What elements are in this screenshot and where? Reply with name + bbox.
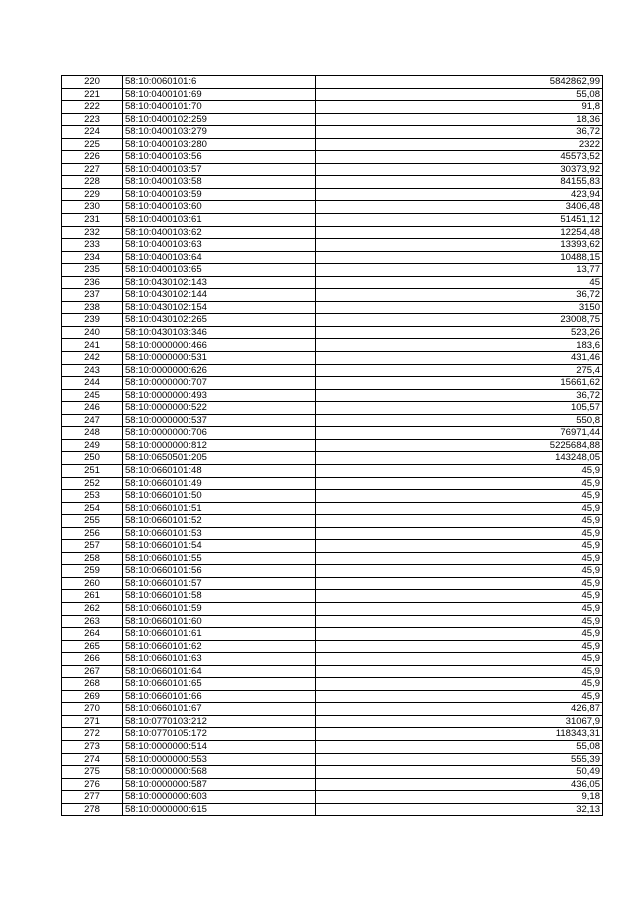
value-cell: 76971,44 (316, 427, 603, 440)
value-cell: 18,36 (316, 113, 603, 126)
cadastral-number-cell: 58:10:0430102:265 (123, 314, 316, 327)
row-number-cell: 276 (62, 778, 123, 791)
table-row (62, 427, 603, 440)
row-number-cell: 264 (62, 628, 123, 641)
cadastral-number-cell: 58:10:0000000:603 (123, 791, 316, 804)
cadastral-number-cell: 58:10:0400102:259 (123, 113, 316, 126)
value-cell: 9,18 (316, 791, 603, 804)
cadastral-number-cell: 58:10:0400103:65 (123, 264, 316, 277)
row-number-cell: 249 (62, 439, 123, 452)
table-row (62, 314, 603, 327)
cadastral-number-cell: 58:10:0660101:50 (123, 490, 316, 503)
table-row (62, 326, 603, 339)
row-number-cell: 256 (62, 527, 123, 540)
table-row (62, 490, 603, 503)
table-row (62, 728, 603, 741)
table-row (62, 176, 603, 189)
table-row (62, 138, 603, 151)
row-number-cell: 267 (62, 665, 123, 678)
value-cell: 45,9 (316, 678, 603, 691)
table-row (62, 803, 603, 816)
table-row (62, 665, 603, 678)
cadastral-number-cell: 58:10:0400103:60 (123, 201, 316, 214)
table-row (62, 540, 603, 553)
table-row (62, 264, 603, 277)
cadastral-number-cell: 58:10:0660101:61 (123, 628, 316, 641)
row-number-cell: 226 (62, 151, 123, 164)
row-number-cell: 259 (62, 565, 123, 578)
value-cell: 45,9 (316, 602, 603, 615)
value-cell: 523,26 (316, 326, 603, 339)
row-number-cell: 265 (62, 640, 123, 653)
cadastral-number-cell: 58:10:0770105:172 (123, 728, 316, 741)
value-cell: 55,08 (316, 740, 603, 753)
table-row (62, 389, 603, 402)
row-number-cell: 239 (62, 314, 123, 327)
cadastral-number-cell: 58:10:0400103:59 (123, 188, 316, 201)
value-cell: 45,9 (316, 615, 603, 628)
table-row (62, 201, 603, 214)
cadastral-number-cell: 58:10:0400103:57 (123, 163, 316, 176)
cadastral-number-cell: 58:10:0000000:626 (123, 364, 316, 377)
row-number-cell: 238 (62, 301, 123, 314)
value-cell: 36,72 (316, 289, 603, 302)
table-body (62, 76, 603, 816)
table-row (62, 502, 603, 515)
cadastral-number-cell: 58:10:0660101:51 (123, 502, 316, 515)
value-cell: 55,08 (316, 88, 603, 101)
table-row (62, 352, 603, 365)
row-number-cell: 272 (62, 728, 123, 741)
row-number-cell: 257 (62, 540, 123, 553)
cadastral-number-cell: 58:10:0660101:63 (123, 653, 316, 666)
row-number-cell: 224 (62, 126, 123, 139)
row-number-cell: 245 (62, 389, 123, 402)
cadastral-number-cell: 58:10:0660101:60 (123, 615, 316, 628)
value-cell: 45,9 (316, 477, 603, 490)
cadastral-number-cell: 58:10:0400101:69 (123, 88, 316, 101)
cadastral-number-cell: 58:10:0650501:205 (123, 452, 316, 465)
row-number-cell: 253 (62, 490, 123, 503)
table-row (62, 628, 603, 641)
row-number-cell: 250 (62, 452, 123, 465)
cadastral-number-cell: 58:10:0430102:144 (123, 289, 316, 302)
cadastral-number-cell: 58:10:0660101:66 (123, 690, 316, 703)
value-cell: 51451,12 (316, 214, 603, 227)
row-number-cell: 270 (62, 703, 123, 716)
cadastral-number-cell: 58:10:0400103:63 (123, 239, 316, 252)
row-number-cell: 227 (62, 163, 123, 176)
cadastral-number-cell: 58:10:0430102:143 (123, 276, 316, 289)
table-row (62, 791, 603, 804)
table-row (62, 276, 603, 289)
table-row (62, 163, 603, 176)
value-cell: 426,87 (316, 703, 603, 716)
table-row (62, 602, 603, 615)
value-cell: 183,6 (316, 339, 603, 352)
table-row (62, 414, 603, 427)
row-number-cell: 229 (62, 188, 123, 201)
row-number-cell: 244 (62, 377, 123, 390)
table-row (62, 615, 603, 628)
table-row (62, 690, 603, 703)
cadastral-number-cell: 58:10:0660101:65 (123, 678, 316, 691)
cadastral-number-cell: 58:10:0400103:280 (123, 138, 316, 151)
table-row (62, 339, 603, 352)
cadastral-number-cell: 58:10:0000000:553 (123, 753, 316, 766)
row-number-cell: 225 (62, 138, 123, 151)
value-cell: 3406,48 (316, 201, 603, 214)
value-cell: 45,9 (316, 515, 603, 528)
table-row (62, 377, 603, 390)
row-number-cell: 251 (62, 464, 123, 477)
row-number-cell: 263 (62, 615, 123, 628)
table-row (62, 402, 603, 415)
value-cell: 5842862,99 (316, 76, 603, 89)
row-number-cell: 262 (62, 602, 123, 615)
row-number-cell: 231 (62, 214, 123, 227)
value-cell: 31067,9 (316, 715, 603, 728)
cadastral-number-cell: 58:10:0400103:61 (123, 214, 316, 227)
cadastral-number-cell: 58:10:0000000:615 (123, 803, 316, 816)
cadastral-number-cell: 58:10:0770103:212 (123, 715, 316, 728)
value-cell: 45,9 (316, 502, 603, 515)
row-number-cell: 220 (62, 76, 123, 89)
value-cell: 45,9 (316, 590, 603, 603)
cadastral-number-cell: 58:10:0400103:58 (123, 176, 316, 189)
cadastral-number-cell: 58:10:0660101:52 (123, 515, 316, 528)
row-number-cell: 221 (62, 88, 123, 101)
value-cell: 118343,31 (316, 728, 603, 741)
table-row (62, 715, 603, 728)
row-number-cell: 261 (62, 590, 123, 603)
table-row (62, 301, 603, 314)
row-number-cell: 269 (62, 690, 123, 703)
row-number-cell: 277 (62, 791, 123, 804)
cadastral-number-cell: 58:10:0660101:56 (123, 565, 316, 578)
table-row (62, 289, 603, 302)
table-row (62, 703, 603, 716)
table-row (62, 640, 603, 653)
cadastral-number-cell: 58:10:0060101:6 (123, 76, 316, 89)
value-cell: 45,9 (316, 490, 603, 503)
cadastral-number-cell: 58:10:0660101:57 (123, 577, 316, 590)
value-cell: 45,9 (316, 464, 603, 477)
row-number-cell: 228 (62, 176, 123, 189)
row-number-cell: 234 (62, 251, 123, 264)
value-cell: 45,9 (316, 628, 603, 641)
cadastral-number-cell: 58:10:0430103:346 (123, 326, 316, 339)
row-number-cell: 278 (62, 803, 123, 816)
table-row (62, 678, 603, 691)
cadastral-number-cell: 58:10:0400101:70 (123, 101, 316, 114)
value-cell: 45,9 (316, 690, 603, 703)
cadastral-number-cell: 58:10:0000000:531 (123, 352, 316, 365)
table-row (62, 126, 603, 139)
value-cell: 36,72 (316, 126, 603, 139)
cadastral-number-cell: 58:10:0000000:707 (123, 377, 316, 390)
table-row (62, 766, 603, 779)
value-cell: 436,05 (316, 778, 603, 791)
row-number-cell: 236 (62, 276, 123, 289)
table-row (62, 88, 603, 101)
table-row (62, 527, 603, 540)
table-row (62, 552, 603, 565)
value-cell: 143248,05 (316, 452, 603, 465)
value-cell: 45,9 (316, 665, 603, 678)
cadastral-number-cell: 58:10:0400103:56 (123, 151, 316, 164)
cadastral-number-cell: 58:10:0660101:62 (123, 640, 316, 653)
cadastral-number-cell: 58:10:0660101:49 (123, 477, 316, 490)
row-number-cell: 223 (62, 113, 123, 126)
cadastral-number-cell: 58:10:0000000:514 (123, 740, 316, 753)
value-cell: 275,4 (316, 364, 603, 377)
value-cell: 23008,75 (316, 314, 603, 327)
value-cell: 45,9 (316, 540, 603, 553)
row-number-cell: 241 (62, 339, 123, 352)
cadastral-number-cell: 58:10:0400103:279 (123, 126, 316, 139)
cadastral-number-cell: 58:10:0400103:64 (123, 251, 316, 264)
table-row (62, 740, 603, 753)
row-number-cell: 274 (62, 753, 123, 766)
row-number-cell: 254 (62, 502, 123, 515)
cadastral-number-cell: 58:10:0660101:67 (123, 703, 316, 716)
cadastral-number-cell: 58:10:0660101:54 (123, 540, 316, 553)
cadastral-number-cell: 58:10:0660101:64 (123, 665, 316, 678)
table-row (62, 452, 603, 465)
table-row (62, 653, 603, 666)
value-cell: 45,9 (316, 552, 603, 565)
cadastral-value-table (61, 75, 603, 816)
cadastral-number-cell: 58:10:0430102:154 (123, 301, 316, 314)
table-row (62, 113, 603, 126)
value-cell: 3150 (316, 301, 603, 314)
table-row (62, 226, 603, 239)
value-cell: 13393,62 (316, 239, 603, 252)
value-cell: 45,9 (316, 640, 603, 653)
table-row (62, 214, 603, 227)
row-number-cell: 271 (62, 715, 123, 728)
row-number-cell: 242 (62, 352, 123, 365)
value-cell: 555,39 (316, 753, 603, 766)
row-number-cell: 230 (62, 201, 123, 214)
table-row (62, 565, 603, 578)
cadastral-number-cell: 58:10:0000000:568 (123, 766, 316, 779)
table-row (62, 76, 603, 89)
table-row (62, 251, 603, 264)
value-cell: 32,13 (316, 803, 603, 816)
row-number-cell: 233 (62, 239, 123, 252)
cadastral-number-cell: 58:10:0660101:59 (123, 602, 316, 615)
table-row (62, 753, 603, 766)
value-cell: 105,57 (316, 402, 603, 415)
row-number-cell: 232 (62, 226, 123, 239)
cadastral-number-cell: 58:10:0660101:53 (123, 527, 316, 540)
row-number-cell: 243 (62, 364, 123, 377)
row-number-cell: 260 (62, 577, 123, 590)
table-row (62, 778, 603, 791)
value-cell: 550,8 (316, 414, 603, 427)
value-cell: 15661,62 (316, 377, 603, 390)
value-cell: 45,9 (316, 577, 603, 590)
cadastral-number-cell: 58:10:0400103:62 (123, 226, 316, 239)
value-cell: 10488,15 (316, 251, 603, 264)
cadastral-number-cell: 58:10:0000000:706 (123, 427, 316, 440)
table-row (62, 188, 603, 201)
table-row (62, 151, 603, 164)
table-row (62, 239, 603, 252)
value-cell: 45,9 (316, 527, 603, 540)
cadastral-number-cell: 58:10:0000000:587 (123, 778, 316, 791)
table-row (62, 477, 603, 490)
row-number-cell: 222 (62, 101, 123, 114)
value-cell: 13,77 (316, 264, 603, 277)
value-cell: 45,9 (316, 565, 603, 578)
row-number-cell: 255 (62, 515, 123, 528)
table-row (62, 439, 603, 452)
cadastral-number-cell: 58:10:0000000:537 (123, 414, 316, 427)
cadastral-number-cell: 58:10:0000000:812 (123, 439, 316, 452)
table-row (62, 577, 603, 590)
row-number-cell: 258 (62, 552, 123, 565)
row-number-cell: 275 (62, 766, 123, 779)
value-cell: 45573,52 (316, 151, 603, 164)
value-cell: 2322 (316, 138, 603, 151)
row-number-cell: 247 (62, 414, 123, 427)
value-cell: 5225684,88 (316, 439, 603, 452)
row-number-cell: 248 (62, 427, 123, 440)
row-number-cell: 268 (62, 678, 123, 691)
value-cell: 84155,83 (316, 176, 603, 189)
table-row (62, 364, 603, 377)
table-row (62, 101, 603, 114)
row-number-cell: 273 (62, 740, 123, 753)
cadastral-number-cell: 58:10:0000000:522 (123, 402, 316, 415)
row-number-cell: 235 (62, 264, 123, 277)
row-number-cell: 237 (62, 289, 123, 302)
table-row (62, 515, 603, 528)
row-number-cell: 240 (62, 326, 123, 339)
table-row (62, 590, 603, 603)
cadastral-number-cell: 58:10:0660101:48 (123, 464, 316, 477)
row-number-cell: 252 (62, 477, 123, 490)
cadastral-number-cell: 58:10:0000000:493 (123, 389, 316, 402)
row-number-cell: 246 (62, 402, 123, 415)
value-cell: 423,94 (316, 188, 603, 201)
cadastral-number-cell: 58:10:0660101:58 (123, 590, 316, 603)
value-cell: 431,46 (316, 352, 603, 365)
value-cell: 12254,48 (316, 226, 603, 239)
cadastral-number-cell: 58:10:0660101:55 (123, 552, 316, 565)
row-number-cell: 266 (62, 653, 123, 666)
value-cell: 30373,92 (316, 163, 603, 176)
value-cell: 36,72 (316, 389, 603, 402)
value-cell: 45,9 (316, 653, 603, 666)
value-cell: 50,49 (316, 766, 603, 779)
value-cell: 45 (316, 276, 603, 289)
cadastral-number-cell: 58:10:0000000:466 (123, 339, 316, 352)
value-cell: 91,8 (316, 101, 603, 114)
table-row (62, 464, 603, 477)
